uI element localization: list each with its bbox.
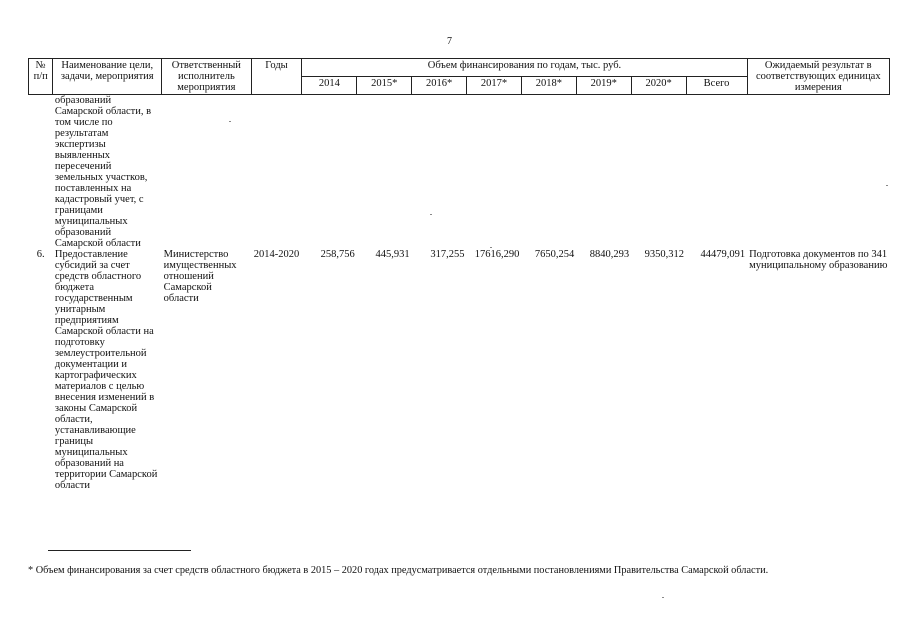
row-value-2015: 445,931	[375, 249, 410, 260]
header-year-2020: 2020*	[631, 77, 686, 95]
continuation-text: образований Самарской области, в том числе по результатам экспертизы выявленных пересечений земельных участков, поставленных на кадастровый учет, с границами муниципальных образований Самарской области	[54, 95, 152, 249]
header-year-2017: 2017*	[467, 77, 522, 95]
scan-speck	[662, 597, 664, 598]
row-num: 6.	[36, 249, 45, 260]
header-years: Годы	[251, 59, 302, 95]
table-row	[29, 249, 890, 491]
header-name: Наименование цели, задачи, мероприятия	[53, 59, 162, 95]
page-number: 7	[447, 36, 452, 47]
row-result: Подготовка документов по 341 муниципальному образованию	[749, 249, 888, 271]
row-responsible: Министерство имущественных отношений Самарской области	[163, 249, 237, 304]
header-total: Всего	[686, 77, 747, 95]
header-year-2019: 2019*	[576, 77, 631, 95]
header-responsible: Ответственный исполнитель мероприятия	[162, 59, 251, 95]
scan-speck	[886, 185, 888, 186]
scan-speck	[430, 214, 432, 215]
row-value-2019: 8840,293	[589, 249, 630, 260]
row-value-2018: 7650,254	[534, 249, 575, 260]
row-value-2014: 258,756	[320, 249, 355, 260]
scan-speck	[229, 121, 231, 122]
row-value-2017: 17616,290	[474, 249, 520, 260]
row-value-2020: 9350,312	[644, 249, 685, 260]
table-row-continuation	[29, 95, 890, 250]
footnote-divider	[48, 550, 191, 551]
footnote: * Объем финансирования за счет средств областного бюджета в 2015 – 2020 годах предусматривается отдельными постановлениями Правительства Самарской области.	[28, 565, 769, 576]
row-value-2016: 317,255	[430, 249, 465, 260]
header-year-2015: 2015*	[357, 77, 412, 95]
scan-speck	[490, 247, 492, 248]
header-year-2014: 2014	[302, 77, 357, 95]
row-years: 2014-2020	[253, 249, 300, 260]
financing-table	[28, 58, 890, 491]
header-result: Ожидаемый результат в соответствующих единицах измерения	[747, 59, 889, 95]
header-year-2018: 2018*	[521, 77, 576, 95]
row-value-total: 44479,091	[700, 249, 746, 260]
header-financing-group: Объем финансирования по годам, тыс. руб.	[302, 59, 747, 77]
header-year-2016: 2016*	[412, 77, 467, 95]
header-num: № п/п	[29, 59, 53, 95]
row-name: Предоставление субсидий за счет средств областного бюджета государственным унитарным предприятиям Самарской области на подготовку землеустроительной документации и картографических материалов с целью внесения изменений в законы Самарской области, устанавливающие границы муниципальных образований на территории Самарской области	[54, 249, 158, 491]
